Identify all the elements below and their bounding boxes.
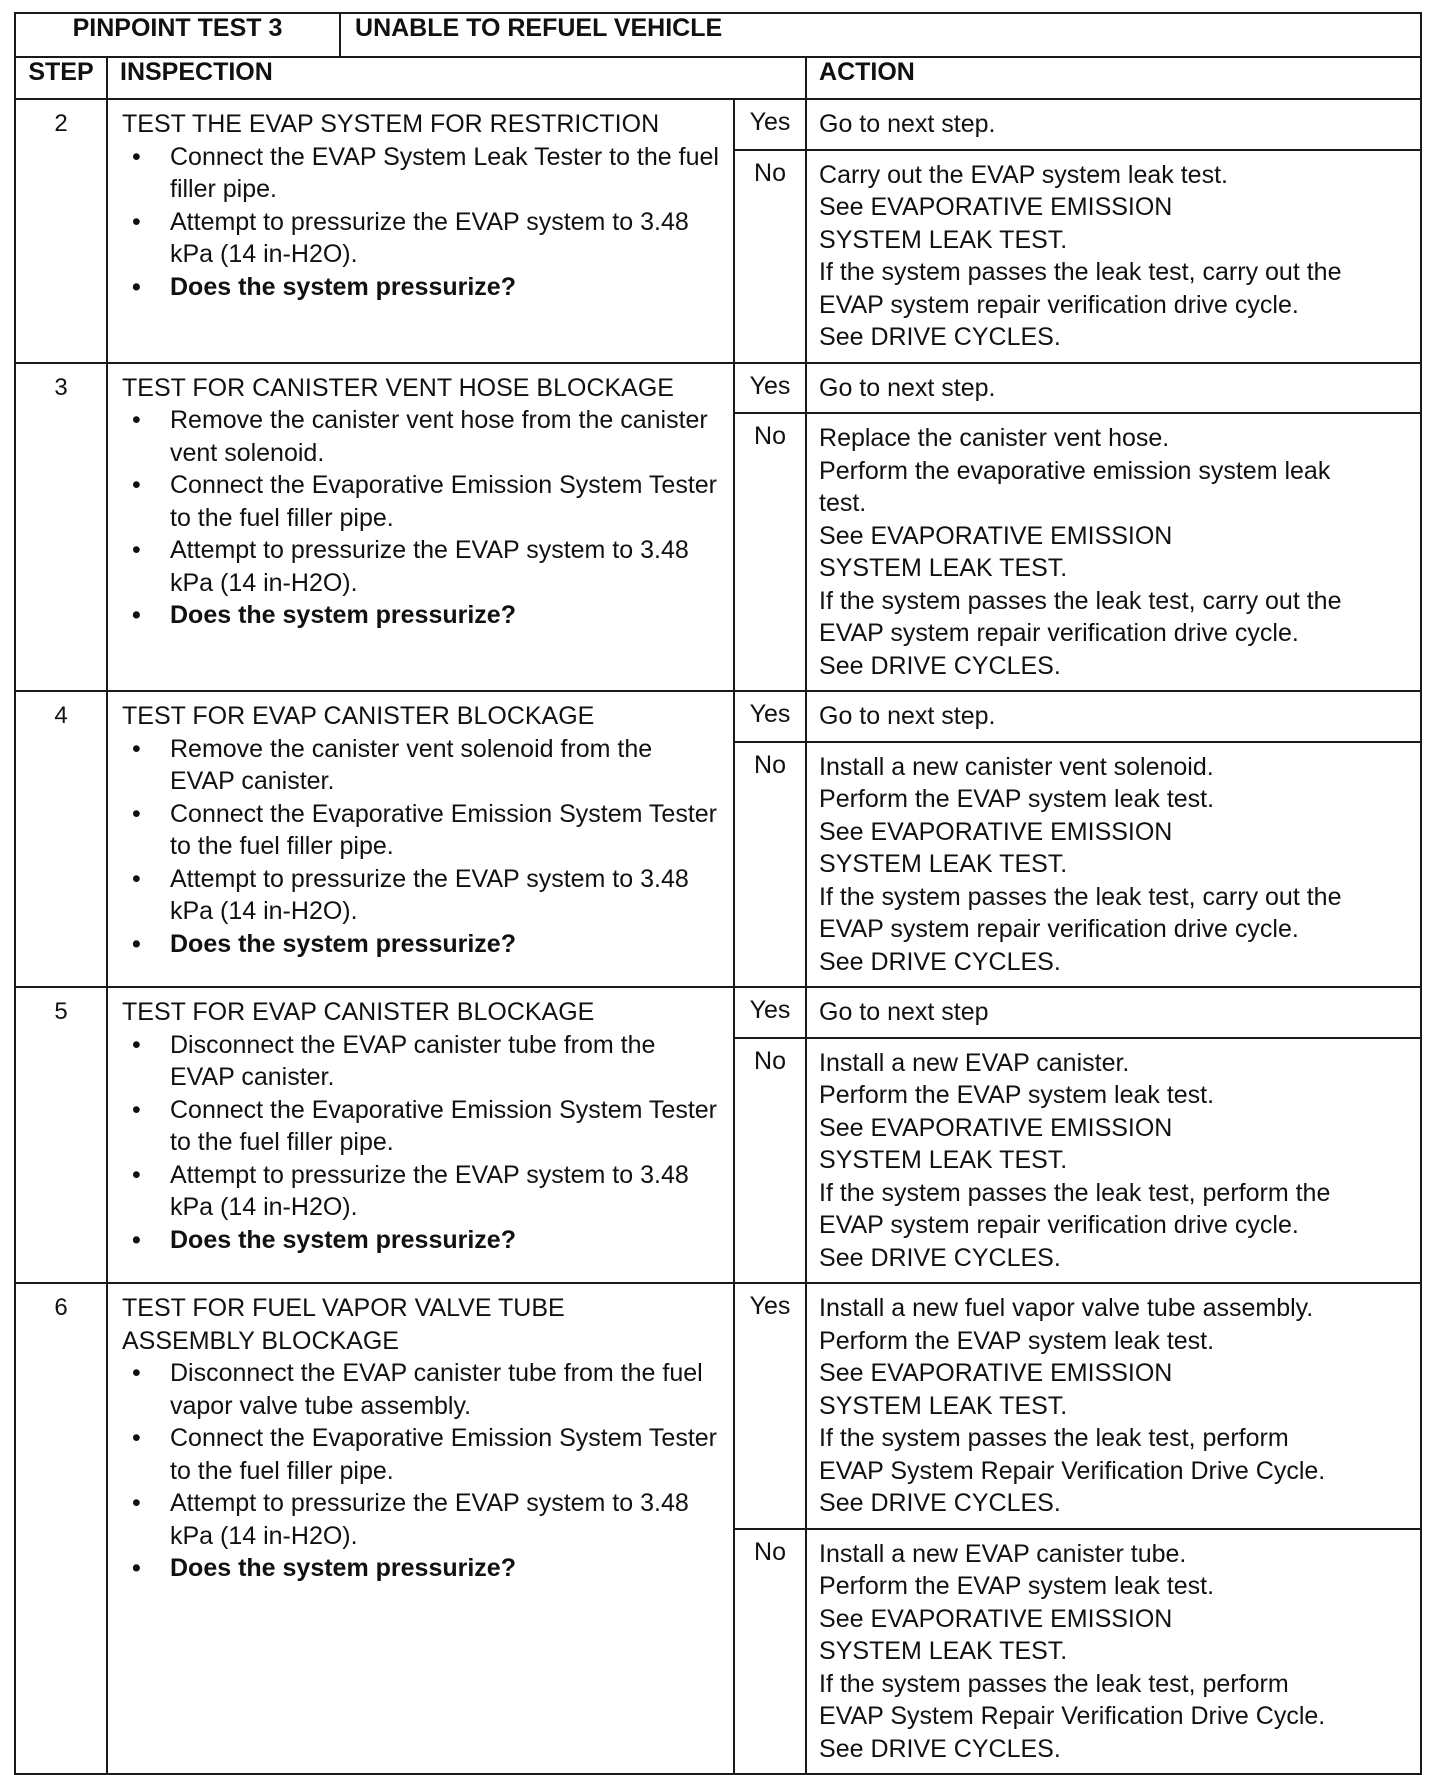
yes-action (806, 1283, 1421, 1529)
inspection-cell (107, 363, 734, 692)
yes-action (806, 99, 1421, 150)
inspection-title: TEST FOR CANISTER VENT HOSE BLOCKAGE (122, 373, 674, 402)
action-line: If the system passes the leak test, perform (819, 1424, 1289, 1452)
no-label: No (734, 1038, 806, 1284)
pinpoint-test-document (14, 12, 1420, 1775)
action-line: If the system passes the leak test, carry out the (819, 586, 1342, 615)
inspection-bullet: • Attempt to pressurize the EVAP system to 3.48 kPa (14 in-H2O). (170, 534, 723, 599)
yes-label: Yes (734, 99, 806, 150)
action-line: See DRIVE CYCLES. (819, 323, 1061, 351)
inspection-title: TEST THE EVAP SYSTEM FOR RESTRICTION (122, 110, 660, 138)
action-line: See EVAPORATIVE EMISSION (819, 1604, 1173, 1633)
action-line: Go to next step (819, 998, 989, 1026)
inspection-bullet: • Connect the EVAP System Leak Tester to the fuel filler pipe. (170, 141, 723, 206)
inspection-bullet: • Attempt to pressurize the EVAP system to 3.48 kPa (14 in-H2O). (170, 863, 723, 928)
yes-action (806, 987, 1421, 1038)
action-line: Perform the EVAP system leak test. (819, 1081, 1215, 1109)
action-line: EVAP System Repair Verification Drive Cycle. (819, 1456, 1326, 1485)
action-line: If the system passes the leak test, carry out the (819, 258, 1342, 286)
step-number: 5 (15, 987, 107, 1283)
action-line: If the system passes the leak test, perform the (819, 1178, 1331, 1207)
action-line: Install a new EVAP canister. (819, 1048, 1130, 1077)
inspection-question: • Does the system pressurize? (170, 928, 723, 961)
no-action (806, 150, 1421, 363)
step-row (15, 987, 1421, 1038)
action-line: See EVAPORATIVE EMISSION (819, 817, 1173, 846)
step-row (15, 99, 1421, 150)
inspection-cell (107, 691, 734, 987)
action-line: Perform the EVAP system leak test. (819, 785, 1215, 813)
action-line: Go to next step. (819, 373, 996, 402)
inspection-question: • Does the system pressurize? (170, 1224, 723, 1257)
no-label: No (734, 150, 806, 363)
action-line: See EVAPORATIVE EMISSION (819, 1113, 1173, 1142)
action-line: See DRIVE CYCLES. (819, 651, 1061, 680)
step-number: 2 (15, 99, 107, 363)
pinpoint-test-table (14, 12, 1422, 1775)
action-line: EVAP system repair verification drive cycle. (819, 619, 1299, 647)
inspection-title: TEST FOR EVAP CANISTER BLOCKAGE (122, 998, 595, 1026)
inspection-bullet: • Attempt to pressurize the EVAP system to 3.48 kPa (14 in-H2O). (170, 1159, 723, 1224)
pinpoint-label: PINPOINT TEST 3 (15, 13, 340, 57)
action-line: See EVAPORATIVE EMISSION (819, 521, 1173, 550)
inspection-bullet: • Attempt to pressurize the EVAP system to 3.48 kPa (14 in-H2O). (170, 1487, 723, 1552)
action-line: Perform the EVAP system leak test. (819, 1326, 1215, 1355)
action-line: Install a new canister vent solenoid. (819, 752, 1214, 781)
action-line: Perform the EVAP system leak test. (819, 1572, 1215, 1600)
action-line: Go to next step. (819, 702, 996, 730)
step-number: 6 (15, 1283, 107, 1774)
inspection-bullet: • Remove the canister vent hose from the canister vent solenoid. (170, 404, 723, 469)
test-title: UNABLE TO REFUEL VEHICLE (340, 13, 1421, 57)
inspection-bullet: • Disconnect the EVAP canister tube from the fuel vapor valve tube assembly. (170, 1357, 723, 1422)
inspection-question: • Does the system pressurize? (170, 271, 723, 304)
inspection-bullet: • Connect the Evaporative Emission System Tester to the fuel filler pipe. (170, 1422, 723, 1487)
action-column-header: ACTION (806, 57, 1421, 99)
no-label: No (734, 742, 806, 988)
yes-action (806, 363, 1421, 414)
no-action (806, 742, 1421, 988)
action-line: SYSTEM LEAK TEST. (819, 554, 1068, 582)
yes-label: Yes (734, 987, 806, 1038)
action-line: SYSTEM LEAK TEST. (819, 1391, 1068, 1420)
action-line: See DRIVE CYCLES. (819, 947, 1061, 976)
inspection-bullet: • Connect the Evaporative Emission System Tester to the fuel filler pipe. (170, 1094, 723, 1159)
action-line: Replace the canister vent hose. (819, 424, 1170, 452)
inspection-bullet-list (122, 1029, 723, 1257)
action-line: Go to next step. (819, 110, 996, 138)
yes-label: Yes (734, 363, 806, 414)
inspection-bullet-list (122, 733, 723, 961)
action-line: If the system passes the leak test, carry out the (819, 882, 1342, 911)
inspection-bullet-list (122, 141, 723, 304)
action-line: EVAP System Repair Verification Drive Cycle. (819, 1702, 1326, 1730)
action-line: SYSTEM LEAK TEST. (819, 850, 1068, 878)
action-line: See DRIVE CYCLES. (819, 1734, 1061, 1763)
action-line: SYSTEM LEAK TEST. (819, 1146, 1068, 1174)
action-line: Perform the evaporative emission system leak (819, 456, 1331, 485)
inspection-bullet: • Attempt to pressurize the EVAP system to 3.48 kPa (14 in-H2O). (170, 206, 723, 271)
inspection-bullet: • Connect the Evaporative Emission System Tester to the fuel filler pipe. (170, 469, 723, 534)
inspection-column-header: INSPECTION (107, 57, 806, 99)
inspection-bullet: • Connect the Evaporative Emission System Tester to the fuel filler pipe. (170, 798, 723, 863)
column-header-row (15, 57, 1421, 99)
yes-label: Yes (734, 1283, 806, 1529)
no-label: No (734, 1529, 806, 1775)
inspection-question: • Does the system pressurize? (170, 599, 723, 632)
inspection-bullet: • Remove the canister vent solenoid from the EVAP canister. (170, 733, 723, 798)
action-line: test. (819, 489, 867, 517)
step-row (15, 363, 1421, 414)
step-row (15, 1283, 1421, 1529)
action-line: See DRIVE CYCLES. (819, 1489, 1061, 1517)
action-line: Install a new EVAP canister tube. (819, 1539, 1187, 1568)
no-action (806, 1529, 1421, 1775)
inspection-cell (107, 99, 734, 363)
inspection-title: TEST FOR EVAP CANISTER BLOCKAGE (122, 702, 595, 730)
action-line: SYSTEM LEAK TEST. (819, 1637, 1068, 1665)
action-line: EVAP system repair verification drive cycle. (819, 290, 1299, 319)
no-label: No (734, 413, 806, 691)
inspection-question: • Does the system pressurize? (170, 1552, 723, 1585)
action-line: Carry out the EVAP system leak test. (819, 160, 1228, 189)
action-line: EVAP system repair verification drive cycle. (819, 915, 1299, 943)
header-row (15, 13, 1421, 57)
action-line: Install a new fuel vapor valve tube assembly. (819, 1294, 1314, 1322)
action-line: See DRIVE CYCLES. (819, 1243, 1061, 1272)
action-line: See EVAPORATIVE EMISSION (819, 1359, 1173, 1387)
yes-action (806, 691, 1421, 742)
inspection-title: ASSEMBLY BLOCKAGE (122, 1326, 399, 1355)
step-number: 3 (15, 363, 107, 692)
inspection-bullet-list (122, 1357, 723, 1585)
action-line: See EVAPORATIVE EMISSION (819, 193, 1173, 221)
no-action (806, 1038, 1421, 1284)
inspection-bullet-list (122, 404, 723, 632)
inspection-bullet: • Disconnect the EVAP canister tube from the EVAP canister. (170, 1029, 723, 1094)
action-line: EVAP system repair verification drive cycle. (819, 1211, 1299, 1239)
inspection-cell (107, 987, 734, 1283)
inspection-cell (107, 1283, 734, 1774)
action-line: If the system passes the leak test, perform (819, 1669, 1289, 1698)
step-column-header: STEP (15, 57, 107, 99)
yes-label: Yes (734, 691, 806, 742)
no-action (806, 413, 1421, 691)
step-row (15, 691, 1421, 742)
action-line: SYSTEM LEAK TEST. (819, 225, 1068, 254)
inspection-title: TEST FOR FUEL VAPOR VALVE TUBE (122, 1294, 565, 1322)
step-number: 4 (15, 691, 107, 987)
